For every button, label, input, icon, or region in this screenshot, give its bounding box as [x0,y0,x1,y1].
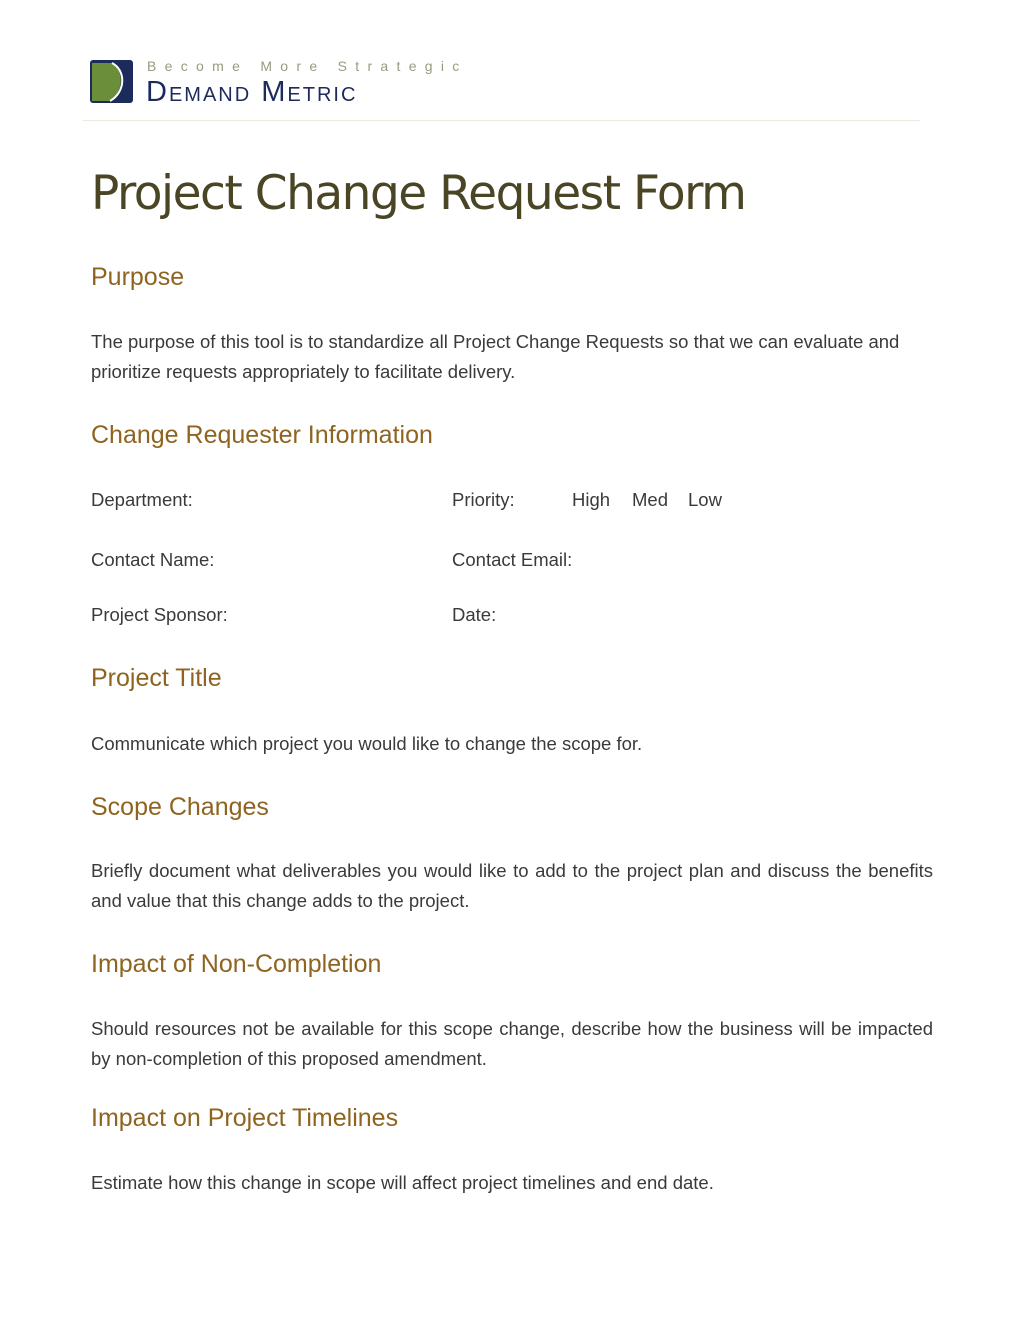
page-title: Project Change Request Form [91,166,746,221]
priority-med[interactable]: Med [632,489,668,510]
project-title-text: Communicate which project you would like to change the scope for. [91,733,643,754]
project-title-heading: Project Title [91,664,222,692]
logo-tagline: Become More Strategic [147,58,468,74]
logo-mark-icon [90,60,133,103]
timelines-heading: Impact on Project Timelines [91,1104,399,1132]
priority-low[interactable]: Low [688,489,722,510]
purpose-heading: Purpose [91,263,185,291]
scope-text: Briefly document what deliverables you would like to add to the project plan and discuss the benefits and value that this change adds to the project. [91,860,933,911]
header-divider [83,120,920,121]
contact-email-label: Contact Email: [452,549,573,570]
date-label: Date: [452,604,497,625]
priority-high[interactable]: High [572,489,611,510]
scope-heading: Scope Changes [91,793,269,821]
noncompletion-text: Should resources not be available for this scope change, describe how the business will be impacted by non-completion of this proposed amendment. [91,1018,933,1069]
noncompletion-heading: Impact of Non-Completion [91,950,382,978]
requester-heading: Change Requester Information [91,421,433,449]
sponsor-label: Project Sponsor: [91,604,228,625]
priority-label: Priority: [452,489,515,510]
department-label: Department: [91,489,193,510]
demand-metric-logo [90,58,490,108]
logo-brand: Demand Metric [146,76,358,108]
timelines-text: Estimate how this change in scope will affect project timelines and end date. [91,1172,714,1193]
purpose-text: The purpose of this tool is to standardize all Project Change Requests so that we can evaluate and prioritize requests appropriately to facilitate delivery. [91,331,900,382]
contact-name-label: Contact Name: [91,549,215,570]
